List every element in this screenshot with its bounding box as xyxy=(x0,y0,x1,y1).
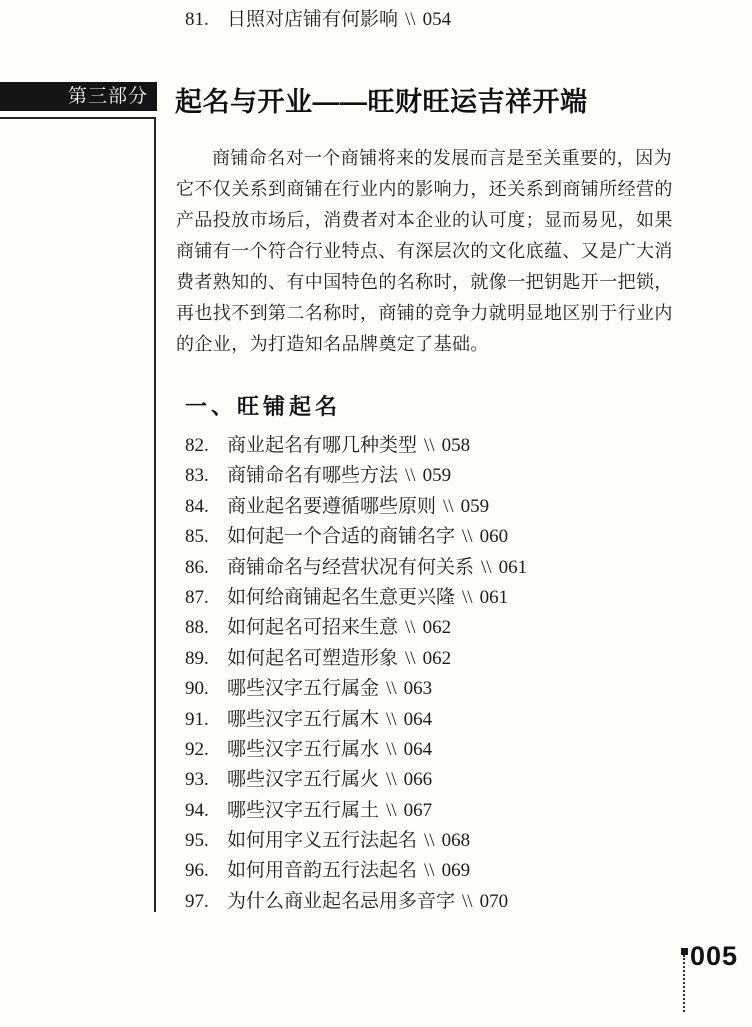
part-banner xyxy=(0,82,157,111)
toc-entry xyxy=(185,734,527,764)
paragraph-line: 产品投放市场后，消费者对本企业的认可度；显而易见，如果 xyxy=(176,210,673,230)
toc-entry xyxy=(185,673,527,703)
toc-entry xyxy=(185,552,527,582)
toc-entry-title: 如何起一个合适的商铺名字 xyxy=(227,526,456,548)
toc-entry xyxy=(185,795,527,825)
toc-separator: \\ xyxy=(462,526,473,548)
toc-entry-number: 93. xyxy=(185,769,209,791)
toc-entry xyxy=(185,825,527,855)
toc-entry-page: 061 xyxy=(498,556,528,578)
toc-entry-title: 如何起名可塑造形象 xyxy=(227,647,399,669)
toc-entry-title: 商业起名要遵循哪些原则 xyxy=(227,495,437,517)
prev-toc-entry xyxy=(185,4,451,32)
paragraph-line: 商铺命名对一个商铺将来的发展而言是至关重要的，因为 xyxy=(212,148,672,168)
intro-paragraph xyxy=(176,143,676,360)
toc-entry-number: 88. xyxy=(185,617,209,639)
paragraph-line: 的企业，为打造知名品牌奠定了基础。 xyxy=(176,334,489,354)
toc-entry-page: 059 xyxy=(460,495,490,517)
paragraph-line: 商铺有一个符合行业特点、有深层次的文化底蕴、又是广大消 xyxy=(176,241,673,261)
toc-entry xyxy=(185,764,527,794)
toc-entry-title: 如何给商铺起名生意更兴隆 xyxy=(227,586,456,608)
toc-entry-number: 81. xyxy=(185,9,209,30)
toc-entry-title: 如何用音韵五行法起名 xyxy=(227,860,418,882)
toc-entry-title: 哪些汉字五行属木 xyxy=(227,708,380,730)
toc-separator: \\ xyxy=(405,9,416,30)
toc-separator: \\ xyxy=(424,435,435,456)
paragraph-line: 再也找不到第二名称时，商铺的竞争力就明显地区别于行业内 xyxy=(176,303,673,323)
toc-separator: \\ xyxy=(386,799,397,821)
toc-separator: \\ xyxy=(462,890,473,912)
toc-entry-number: 97. xyxy=(185,890,209,912)
toc-entry-title: 商铺命名与经营状况有何关系 xyxy=(227,556,475,578)
toc-entry-page: 064 xyxy=(403,738,433,760)
toc-entry xyxy=(185,460,527,490)
toc-entry-number: 85. xyxy=(185,526,209,548)
toc-entry-number: 95. xyxy=(185,830,209,852)
toc-entry-number: 87. xyxy=(185,586,209,608)
toc-entry-title: 如何用字义五行法起名 xyxy=(227,830,418,852)
toc-separator: \\ xyxy=(405,647,416,669)
toc-list xyxy=(185,430,527,916)
toc-entry xyxy=(185,430,527,460)
toc-entry-number: 94. xyxy=(185,799,209,821)
toc-entry-page: 068 xyxy=(441,830,471,852)
toc-entry-title: 为什么商业起名忌用多音字 xyxy=(227,890,456,912)
toc-entry-number: 84. xyxy=(185,495,209,517)
toc-entry-number: 82. xyxy=(185,435,209,456)
paragraph-line: 费者熟知的、有中国特色的名称时，就像一把钥匙开一把锁， xyxy=(176,272,673,292)
toc-separator: \\ xyxy=(405,617,416,639)
toc-entry-title: 哪些汉字五行属火 xyxy=(227,769,380,791)
toc-entry-title: 商业起名有哪几种类型 xyxy=(227,435,418,456)
toc-entry-number: 83. xyxy=(185,465,209,487)
toc-entry-title: 如何起名可招来生意 xyxy=(227,617,399,639)
toc-entry-page: 064 xyxy=(403,708,433,730)
toc-separator: \\ xyxy=(481,556,492,578)
toc-entry-page: 062 xyxy=(422,617,452,639)
paragraph-line: 它不仅关系到商铺在行业内的影响力，还关系到商铺所经营的 xyxy=(176,179,673,199)
toc-separator: \\ xyxy=(443,495,454,517)
toc-entry-number: 96. xyxy=(185,860,209,882)
toc-entry-page: 066 xyxy=(403,769,433,791)
toc-separator: \\ xyxy=(424,860,435,882)
margin-rule-vertical xyxy=(154,117,156,912)
toc-entry-title: 哪些汉字五行属水 xyxy=(227,738,380,760)
toc-separator: \\ xyxy=(405,465,416,487)
toc-entry-number: 90. xyxy=(185,678,209,700)
toc-entry-page: 061 xyxy=(479,586,509,608)
toc-entry-page: 054 xyxy=(422,9,452,30)
toc-entry-page: 058 xyxy=(441,435,471,456)
toc-entry xyxy=(185,886,527,916)
toc-entry-page: 067 xyxy=(403,799,433,821)
footer-square-dot xyxy=(681,948,688,955)
section-heading: 一、旺铺起名 xyxy=(185,394,342,419)
toc-entry-page: 062 xyxy=(422,647,452,669)
toc-entry-number: 89. xyxy=(185,647,209,669)
toc-entry-number: 86. xyxy=(185,556,209,578)
page-number: 005 xyxy=(690,941,739,971)
toc-entry xyxy=(185,855,527,885)
toc-entry xyxy=(185,704,527,734)
toc-entry xyxy=(185,582,527,612)
part-label: 第三部分 xyxy=(67,86,148,107)
toc-entry-number: 92. xyxy=(185,738,209,760)
toc-entry-page: 070 xyxy=(479,890,509,912)
toc-entry-title: 商铺命名有哪些方法 xyxy=(227,465,399,487)
toc-entry-page: 059 xyxy=(422,465,452,487)
toc-entry-title: 哪些汉字五行属金 xyxy=(227,678,380,700)
margin-rule-horizontal xyxy=(0,117,156,119)
toc-separator: \\ xyxy=(386,738,397,760)
toc-entry-number: 91. xyxy=(185,708,209,730)
chapter-title: 起名与开业——旺财旺运吉祥开端 xyxy=(175,87,588,117)
toc-entry xyxy=(185,612,527,642)
toc-entry-page: 063 xyxy=(403,678,433,700)
footer-dotted-line xyxy=(683,955,685,1012)
toc-separator: \\ xyxy=(424,830,435,852)
toc-entry xyxy=(185,643,527,673)
toc-separator: \\ xyxy=(386,678,397,700)
toc-entry-page: 060 xyxy=(479,526,509,548)
toc-entry-title: 日照对店铺有何影响 xyxy=(227,9,399,30)
toc-separator: \\ xyxy=(462,586,473,608)
toc-entry xyxy=(185,491,527,521)
toc-entry-page: 069 xyxy=(441,860,471,882)
toc-separator: \\ xyxy=(386,769,397,791)
toc-separator: \\ xyxy=(386,708,397,730)
toc-entry-title: 哪些汉字五行属土 xyxy=(227,799,380,821)
toc-entry xyxy=(185,521,527,551)
